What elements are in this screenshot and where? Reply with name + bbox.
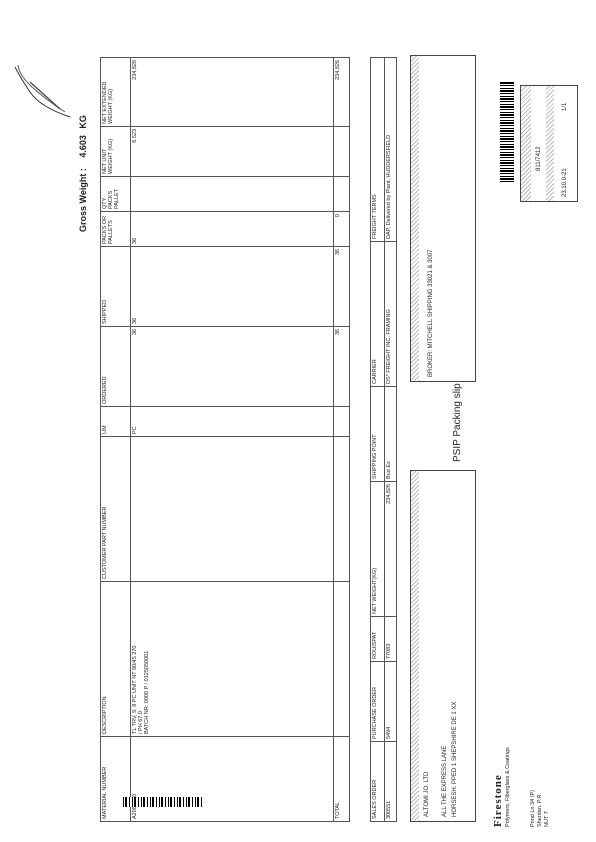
- table-row: [131, 58, 334, 822]
- col-material: MATERIAL NUMBER: [101, 737, 131, 822]
- cell-total-empty-4: [334, 177, 350, 212]
- header-table: [370, 57, 397, 822]
- sender-address: Pond Ln 34 (P) Sherdan, P.R. NUT 7: [530, 790, 550, 827]
- broker-block: [410, 55, 476, 382]
- label-freight-terms: FREIGHT TERMS: [371, 58, 385, 242]
- cell-net-unit: 6.523: [131, 127, 334, 177]
- broker-note: BROKER: MITCHELL SHIPPING 33021 & 3007: [428, 249, 434, 377]
- document-date: 23.10.0-21: [562, 168, 568, 197]
- ship-to-line-2: HORSESH. PPED 1 SHEPSHIRE DE 1 XX: [452, 701, 458, 817]
- col-customer-part: CUSTOMER PART NUMBER: [101, 437, 131, 582]
- cell-customer-part: [131, 437, 334, 582]
- cell-shipped: 36: [131, 247, 334, 327]
- label-shipping-point: SHIPPING POINT: [371, 387, 385, 482]
- value-carrier: DS* FREIGHT INC. FRAMING: [385, 242, 397, 387]
- col-description: DESCRIPTION: [101, 582, 131, 737]
- cell-net-extended: 234,828: [131, 58, 334, 127]
- gross-weight-label: Gross Weight :: [78, 168, 88, 232]
- cell-ordered: 36: [131, 327, 334, 407]
- value-freight-terms: DAP, Delivered by Plant, HUDDERSFIELD: [385, 58, 397, 242]
- company-logo: Firestone: [492, 774, 504, 827]
- cell-total-packs: 0: [334, 212, 350, 247]
- label-ro-dispatch: ROUISPAT: [371, 617, 385, 662]
- gross-weight: [78, 115, 88, 232]
- value-shipping-point: Bud Ex: [385, 387, 397, 482]
- cell-total-empty-5: [334, 127, 350, 177]
- cell-total-net-extended: 234,826: [334, 58, 350, 127]
- col-packs: PACKS OR PALLETS: [101, 212, 131, 247]
- col-ordered: ORDERED: [101, 327, 131, 407]
- line-items-table: [100, 57, 350, 822]
- barcode: [500, 82, 514, 182]
- reference-block: [520, 85, 578, 202]
- col-uom: UM: [101, 407, 131, 437]
- cell-description: TL TRV, 9, 8 PC UNIT NT 80/45 270 / PH 67.0 BATCH NR: 0000 P / 0125050001: [131, 582, 334, 737]
- company-logo-subtitle: Polymers, Fiberglass & Coatings: [505, 747, 511, 827]
- cell-material: [131, 737, 334, 822]
- value-sales-order: 300551: [385, 742, 397, 822]
- item-barcode: [122, 797, 202, 807]
- cell-total-shipped: 36: [334, 247, 350, 327]
- col-shipped: SHIPPED: [101, 247, 131, 327]
- address-noise-bar: [411, 471, 419, 821]
- label-net-weight: NET WEIGHT(KG): [371, 482, 385, 617]
- cell-uom: PC: [131, 407, 334, 437]
- cell-total-label: TOTAL: [334, 737, 350, 822]
- col-net-extended: NET EXTENDED WEIGHT (KG): [101, 58, 131, 127]
- value-net-weight: 234,826: [385, 482, 397, 617]
- page-title: PSIP Packing slip: [452, 383, 463, 462]
- label-carrier: CARRIER: [371, 242, 385, 387]
- value-purchase-order: 5494: [385, 662, 397, 742]
- col-net-unit: NET UNIT WEIGHT (KG): [101, 127, 131, 177]
- total-row: [334, 58, 350, 822]
- gross-weight-value: 4.603: [78, 135, 88, 158]
- broker-noise-bar: [411, 56, 419, 381]
- cell-total-empty-2: [334, 437, 350, 582]
- reference-number: 811/7412: [536, 146, 542, 171]
- sold-to: ALTOMI JO. LTD: [424, 771, 430, 817]
- page-number: 1/1: [562, 102, 568, 111]
- value-ro-dispatch: 77083: [385, 617, 397, 662]
- cell-total-ordered: 36: [334, 327, 350, 407]
- cell-qty-pallet: [131, 177, 334, 212]
- ship-to-line-1: ALL THE EXPRESS LANE: [442, 745, 448, 817]
- cell-total-empty-1: [334, 582, 350, 737]
- label-purchase-order: PURCHASE ORDER: [371, 662, 385, 742]
- address-block: [410, 470, 476, 822]
- cell-packs: 36: [131, 212, 334, 247]
- reference-noise-bar-2: [546, 86, 554, 201]
- reference-noise-bar: [521, 86, 531, 201]
- cell-total-empty-3: [334, 407, 350, 437]
- col-qty-pallet: QTY PACKS PALLET: [101, 177, 131, 212]
- gross-weight-unit: KG: [78, 115, 88, 129]
- label-sales-order: SALES ORDER: [371, 742, 385, 822]
- signature: [10, 57, 80, 127]
